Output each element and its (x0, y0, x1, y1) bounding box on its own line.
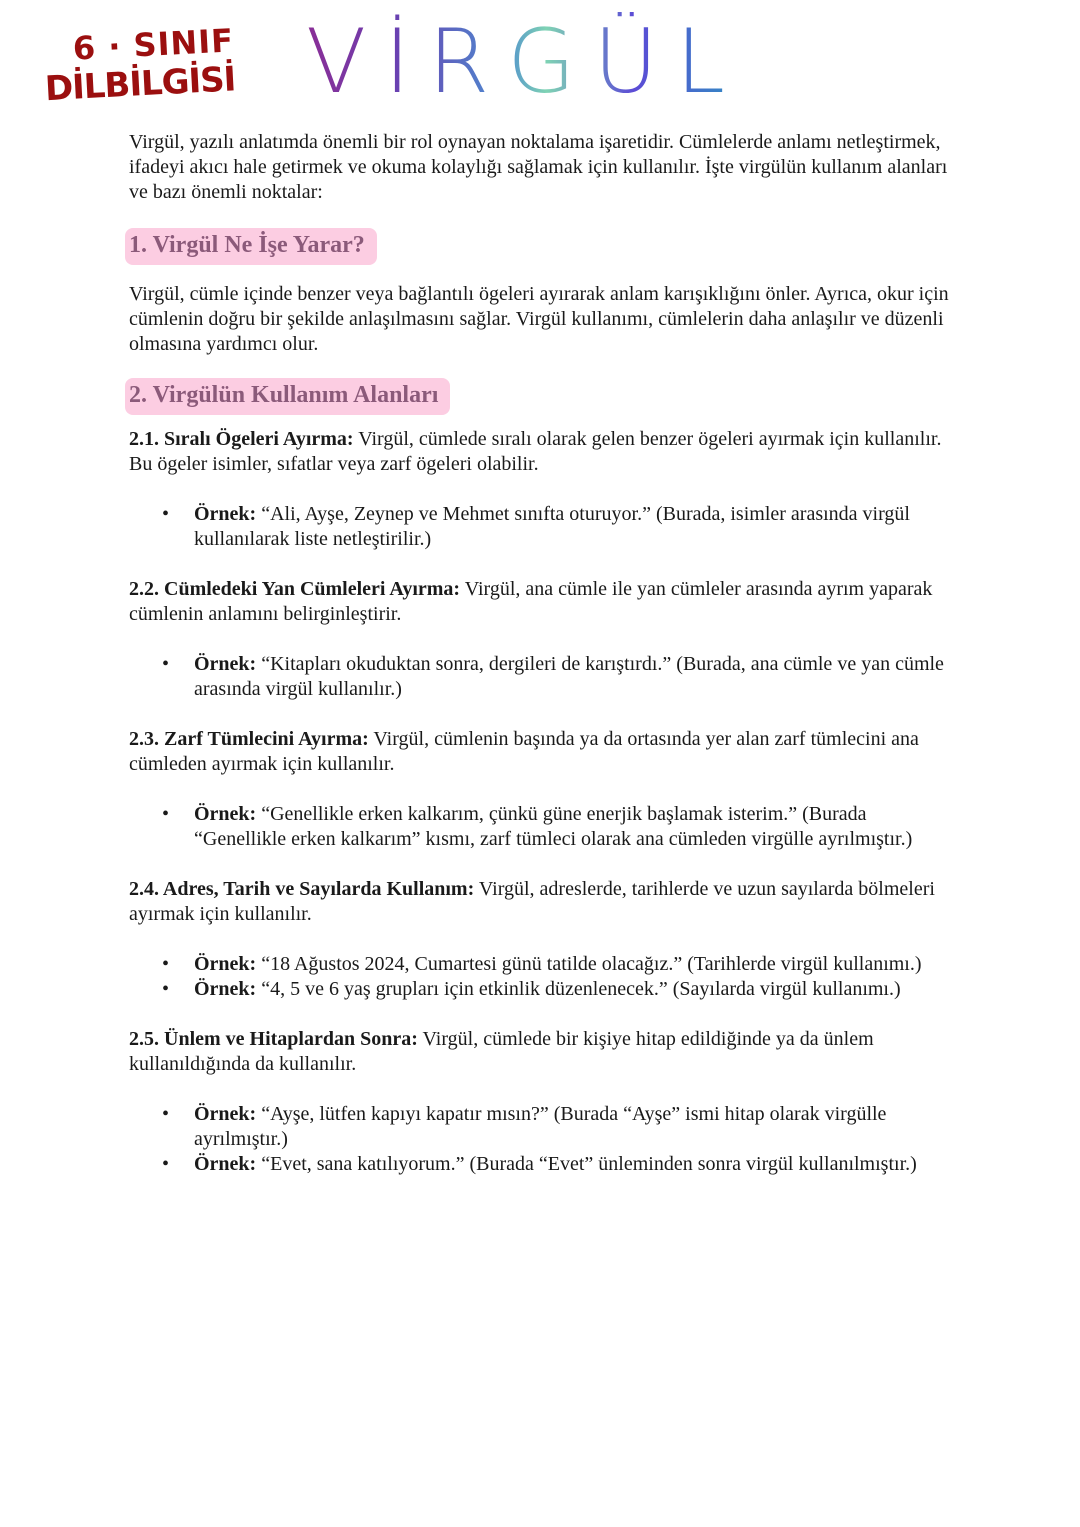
intro-paragraph: Virgül, yazılı anlatımda önemli bir rol oynayan noktalama işaretidir. Cümlelerde anlamı netleştirmek, ifadeyi akıcı hale getirmek ve okuma kolaylığı sağlamak için kullanılır. İşte virgülün kullanım alanları ve bazı önemli noktalar: (129, 131, 948, 203)
section-2-title: 2. Virgülün Kullanım Alanları (129, 378, 450, 415)
example-list (129, 952, 959, 1002)
subsection-2-3: 2.3. Zarf Tümlecini Ayırma: Virgül, cümlenin başında ya da ortasında yer alan zarf tümlecini ana cümleden ayırmak için kullanılır. (129, 728, 919, 775)
list-item: • Örnek: “Ali, Ayşe, Zeynep ve Mehmet sınıfta oturuyor.” (Burada, isimler arasında virgül kullanılarak liste netleştirilir.) (194, 502, 959, 552)
example-list (129, 502, 959, 552)
subsection-2-2: 2.2. Cümledeki Yan Cümleleri Ayırma: Virgül, ana cümle ile yan cümleler arasında ayrım yaparak cümlenin anlamını belirginleştirir. (129, 578, 933, 625)
handwritten-grade-label (42, 21, 246, 113)
subsection-2-1: 2.1. Sıralı Ögeleri Ayırma: Virgül, cümlede sıralı olarak gelen benzer ögeleri ayırmak için kullanılır. Bu ögeler isimler, sıfatlar veya zarf ögeleri olabilir. (129, 428, 942, 475)
section-1-title: 1. Virgül Ne İşe Yarar? (129, 228, 377, 265)
list-item: • Örnek: “Kitapları okuduktan sonra, dergileri de karıştırdı.” (Burada, ana cümle ve yan cümle arasında virgül kullanılır.) (194, 652, 959, 702)
list-item: • Örnek: “Genellikle erken kalkarım, çünkü güne enerjik başlamak isterim.” (Burada “Genellikle erken kalkarım” kısmı, zarf tümleci olarak ana cümleden virgülle ayrılmıştır.) (194, 802, 959, 852)
subsection-2-5: 2.5. Ünlem ve Hitaplardan Sonra: Virgül, cümlede bir kişiye hitap edildiğinde ya da ünlem kullanıldığında da kullanılır. (129, 1028, 874, 1075)
example-list (129, 652, 959, 702)
grade-line-2: DİLBİLGİSİ (43, 59, 237, 110)
grade-line-1: 6 · SINIF (71, 21, 235, 68)
document-body (129, 130, 959, 1177)
list-item: • Örnek: “4, 5 ve 6 yaş grupları için etkinlik düzenlenecek.” (Sayılarda virgül kullanımı.) (194, 977, 959, 1002)
list-item: • Örnek: “Ayşe, lütfen kapıyı kapatır mısın?” (Burada “Ayşe” ismi hitap olarak virgülle ayrılmıştır.) (194, 1102, 959, 1152)
section-1-body: Virgül, cümle içinde benzer veya bağlantılı ögeleri ayırarak anlam karışıklığını önler. Ayrıca, okur için cümlenin doğru bir şekilde anlaşılmasını sağlar. Virgül kullanımı, cümlelerin daha anlaşılır ve düzenli olmasına yardımcı olur. (129, 283, 949, 355)
example-list (129, 802, 959, 852)
subsection-2-4: 2.4. Adres, Tarih ve Sayılarda Kullanım: Virgül, adreslerde, tarihlerde ve uzun sayılarda bölmeleri ayırmak için kullanılır. (129, 878, 935, 925)
handwritten-title: VİRGÜL (306, 10, 743, 113)
list-item: • Örnek: “18 Ağustos 2024, Cumartesi günü tatilde olacağız.” (Tarihlerde virgül kullanımı.) (194, 952, 959, 977)
example-list (129, 1102, 959, 1177)
list-item: • Örnek: “Evet, sana katılıyorum.” (Burada “Evet” ünleminden sonra virgül kullanılmıştır.) (194, 1152, 959, 1177)
